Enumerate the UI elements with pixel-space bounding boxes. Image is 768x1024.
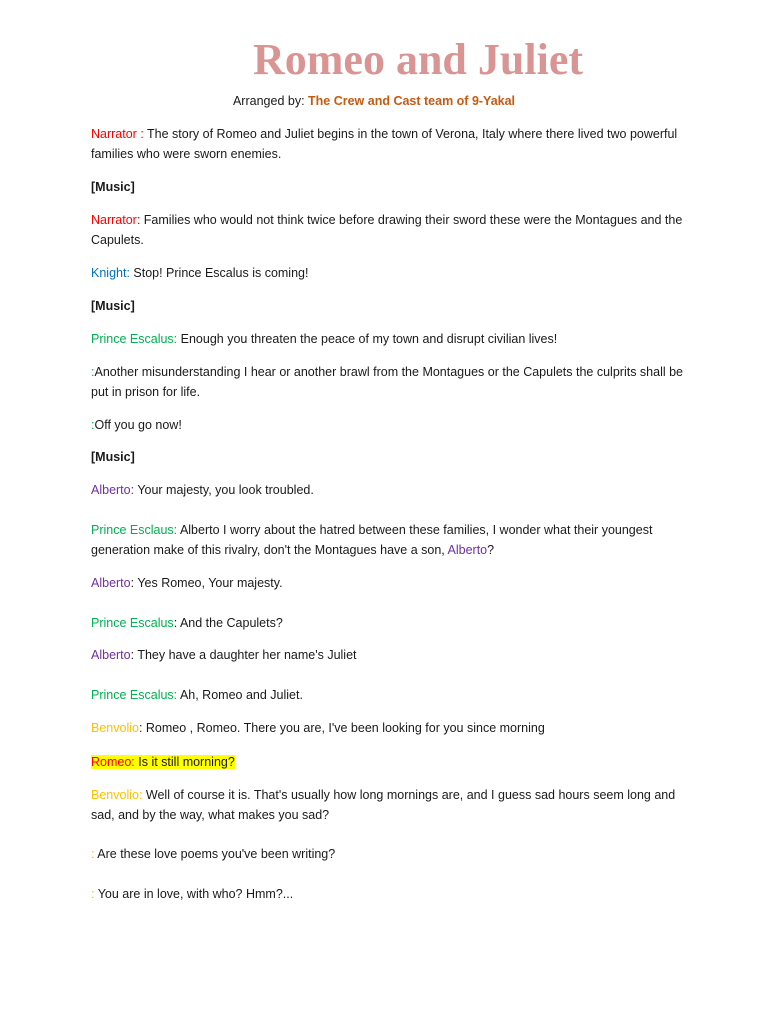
script-line [91, 573, 691, 593]
script-line [91, 785, 691, 825]
dialogue-text: Ah, Romeo and Juliet. [179, 688, 303, 702]
script-line [91, 520, 691, 560]
script-line [91, 844, 691, 864]
dialogue-text: Off you go now! [94, 418, 182, 432]
stage-direction [91, 447, 691, 467]
page-title: Romeo and Juliet [253, 35, 583, 84]
dialogue-text: Alberto I worry about the hatred between these families, I wonder what their youngest generation make of this rivalry, don't the Montagues have a son, [91, 523, 653, 557]
script-line [91, 685, 691, 705]
script-line [91, 480, 691, 500]
script-line [91, 124, 691, 164]
speaker-label: Prince Escalus: [91, 688, 180, 702]
dialogue-text: : Yes Romeo, Your majesty. [130, 576, 283, 590]
script-line [91, 718, 691, 738]
dialogue-text: Stop! Prince Escalus is coming! [133, 266, 309, 280]
script-line [91, 263, 691, 283]
script-line [91, 329, 691, 349]
speaker-label: Alberto: [91, 483, 138, 497]
dialogue-text: : Romeo , Romeo. There you are, I've been looking for you since morning [138, 721, 545, 735]
dialogue-text: : And the Capulets? [173, 616, 283, 630]
script-line [91, 362, 691, 402]
dialogue-text: Enough you threaten the peace of my town and disrupt civilian lives! [180, 332, 558, 346]
dialogue-text: Your majesty, you look troubled. [137, 483, 314, 497]
dialogue-text: Are these love poems you've been writing? [97, 847, 336, 861]
stage-direction-text: [Music] [91, 450, 135, 464]
speaker-label: : [91, 365, 95, 379]
dialogue-text: Well of course it is. That's usually how long mornings are, and I guess sad hours seem long and sad, and by the way, what makes you sad? [91, 788, 676, 822]
speaker-label: Prince Escalus: [91, 332, 181, 346]
arranged-label: Arranged by: [232, 94, 309, 108]
highlighted-line [91, 755, 235, 769]
speaker-label: Prince Esclaus: [91, 523, 180, 537]
script-line [91, 752, 691, 772]
script-line [91, 645, 691, 665]
dialogue-text: : They have a daughter her name's Juliet [130, 648, 357, 662]
speaker-label: : [91, 887, 98, 901]
arranged-by [0, 93, 748, 110]
speaker-label: Narrator : [91, 127, 148, 141]
dialogue-text: You are in love, with who? Hmm?... [97, 887, 294, 901]
speaker-label: Romeo: [91, 755, 139, 769]
script-line [91, 415, 691, 435]
speaker-label: : [91, 418, 95, 432]
script-line [91, 884, 691, 904]
character-name: Alberto [447, 543, 488, 557]
stage-direction-text: [Music] [91, 180, 135, 194]
dialogue-text: Is it still morning? [138, 755, 235, 769]
arranged-team: The Crew and Cast team of 9-Yakal [308, 94, 516, 108]
speaker-label: Narrator: [91, 213, 144, 227]
dialogue-text: The story of Romeo and Juliet begins in the town of Verona, Italy where there lived two powerful families who were sworn enemies. [91, 127, 678, 161]
dialogue-end: ? [487, 543, 495, 557]
speaker-label: Benvolio [91, 721, 139, 735]
speaker-label: Alberto [91, 648, 131, 662]
dialogue-text: Another misunderstanding I hear or another brawl from the Montagues or the Capulets the culprits shall be put in prison for life. [91, 365, 684, 399]
stage-direction [91, 177, 691, 197]
stage-direction-text: [Music] [91, 299, 135, 313]
script-line [91, 613, 691, 633]
script-line [91, 210, 691, 250]
speaker-label: : [91, 847, 98, 861]
dialogue-text: Families who would not think twice before drawing their sword these were the Montagues and the Capulets. [91, 213, 683, 247]
speaker-label: Benvolio: [91, 788, 146, 802]
stage-direction [91, 296, 691, 316]
speaker-label: Alberto [91, 576, 131, 590]
speaker-label: Prince Escalus [91, 616, 174, 630]
speaker-label: Knight: [91, 266, 134, 280]
